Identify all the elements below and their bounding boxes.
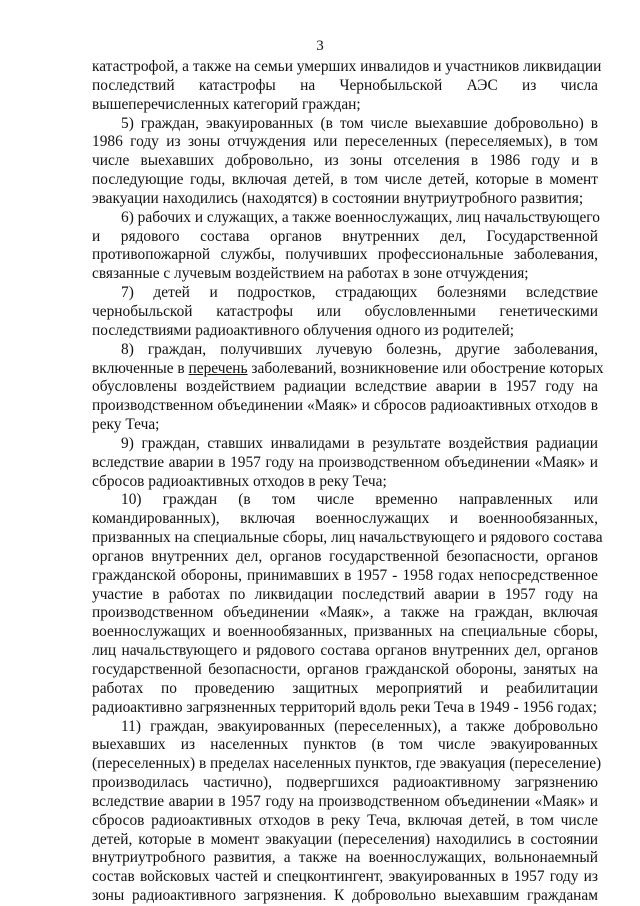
- paragraph-continuation: [92, 58, 602, 115]
- text-line: производилась частично), подвергшихся радиоактивному загрязнению: [92, 774, 598, 792]
- text-line: вследствие аварии в 1957 году на производственном объединении «Маяк» и: [92, 453, 598, 471]
- text-line: числе выехавших добровольно, из зоны отселения в 1986 году и в: [92, 152, 598, 170]
- text-line: 11) граждан, эвакуированных (переселенных), а также добровольно: [121, 717, 598, 735]
- paragraph-item-10: [92, 491, 603, 717]
- text-line: детей, которые в момент эвакуации (переселения) находились в состоянии: [92, 830, 598, 848]
- text-line: выехавших из населенных пунктов (в том числе эвакуированных: [92, 736, 598, 754]
- page-number: 3: [316, 38, 324, 54]
- document-body: [92, 58, 604, 906]
- paragraph-item-8: [92, 340, 604, 435]
- paragraph-item-6: [92, 209, 598, 284]
- text-line: противопожарной службы, получивших профессиональные заболевания,: [92, 246, 598, 264]
- text-line: призванных на специальные сборы, лиц начальствующего и рядового состава: [92, 529, 603, 547]
- text-line-with-link: включенные в перечень заболеваний, возникновение или обострение которых: [92, 359, 604, 377]
- text-line: катастрофой, а также на семьи умерших инвалидов и участников ликвидации: [92, 58, 602, 75]
- text-line: чернобыльской катастрофы или обусловленными генетическими: [92, 302, 598, 320]
- text-line: работах по проведению защитных мероприятий и реабилитации: [92, 679, 598, 697]
- text-line: внутриутробного развития, а также на военнослужащих, вольнонаемный: [92, 849, 598, 867]
- text-line: производственном объединении «Маяк» и сбросов радиоактивных отходов в: [92, 397, 598, 415]
- text-line: сбросов радиоактивных отходов в реку Теча;: [92, 472, 387, 490]
- text-line: связанные с лучевым воздействием на работах в зоне отчуждения;: [92, 265, 529, 283]
- text-line: сбросов радиоактивных отходов в реку Теча, включая детей, в том числе: [92, 811, 598, 829]
- text-line: вследствие аварии в 1957 году на производственном объединении «Маяк» и: [92, 792, 598, 810]
- text-line: 1986 году из зоны отчуждения или переселенных (переселяемых), в том: [92, 133, 598, 151]
- text-line: последующие годы, включая детей, в том числе детей, которые в момент: [92, 171, 598, 189]
- perechen-link[interactable]: перечень: [188, 359, 248, 377]
- text-line: вышеперечисленных категорий граждан;: [92, 95, 361, 113]
- text-line: радиоактивно загрязненных территорий вдоль реки Теча в 1949 - 1956 годах;: [92, 698, 598, 716]
- text-line: 7) детей и подростков, страдающих болезнями вследствие: [121, 284, 598, 302]
- text-line: 9) граждан, ставших инвалидами в результате воздействия радиации: [121, 434, 598, 452]
- paragraph-item-7: [92, 284, 598, 341]
- text-line: последствиями радиоактивного облучения одного из родителей;: [92, 321, 515, 339]
- paragraph-item-11: [92, 717, 602, 906]
- text-line: эвакуации находились (находятся) в состоянии внутриутробного развития;: [92, 189, 584, 207]
- paragraph-item-9: [92, 435, 598, 492]
- text-line: и рядового состава органов внутренних дел, Государственной: [92, 227, 598, 245]
- text-line: реку Теча;: [92, 416, 160, 434]
- text-line: гражданской обороны, принимавших в 1957 - 1958 годах непосредственное: [92, 566, 598, 584]
- text-line: последствий катастрофы на Чернобыльской АЭС из числа: [92, 76, 598, 94]
- text-line: (переселенных) в пределах населенных пунктов, где эвакуация (переселение): [92, 755, 602, 773]
- text-line: органов внутренних дел, органов государственной безопасности, органов: [92, 547, 598, 565]
- text-line: военнослужащих и военнообязанных, призванных на специальные сборы,: [92, 623, 598, 641]
- text-line: 5) граждан, эвакуированных (в том числе выехавшие добровольно) в: [121, 114, 598, 132]
- text-line: состав войсковых частей и спецконтингент, эвакуированных в 1957 году из: [92, 868, 598, 886]
- text-line: зоны радиоактивного загрязнения. К добровольно выехавшим гражданам: [92, 887, 598, 905]
- text-line: лиц начальствующего и рядового состава органов внутренних дел, органов: [92, 642, 598, 660]
- paragraph-item-5: [92, 115, 598, 209]
- text-line: обусловлены воздействием радиации вследствие аварии в 1957 году на: [92, 378, 598, 396]
- text-line: производственном объединении «Маяк», а также на граждан, включая: [92, 604, 598, 622]
- text-line: командированных), включая военнослужащих и военнообязанных,: [92, 510, 598, 528]
- text-line: 6) рабочих и служащих, а также военнослужащих, лиц начальствующего: [121, 208, 600, 226]
- text-line: 10) граждан (в том числе временно направленных или: [121, 491, 598, 509]
- text-line: 8) граждан, получивших лучевую болезнь, другие заболевания,: [121, 340, 598, 358]
- text-line: государственной безопасности, органов гражданской обороны, занятых на: [92, 661, 598, 678]
- text-line: участие в работах по ликвидации последствий аварии в 1957 году на: [92, 585, 598, 603]
